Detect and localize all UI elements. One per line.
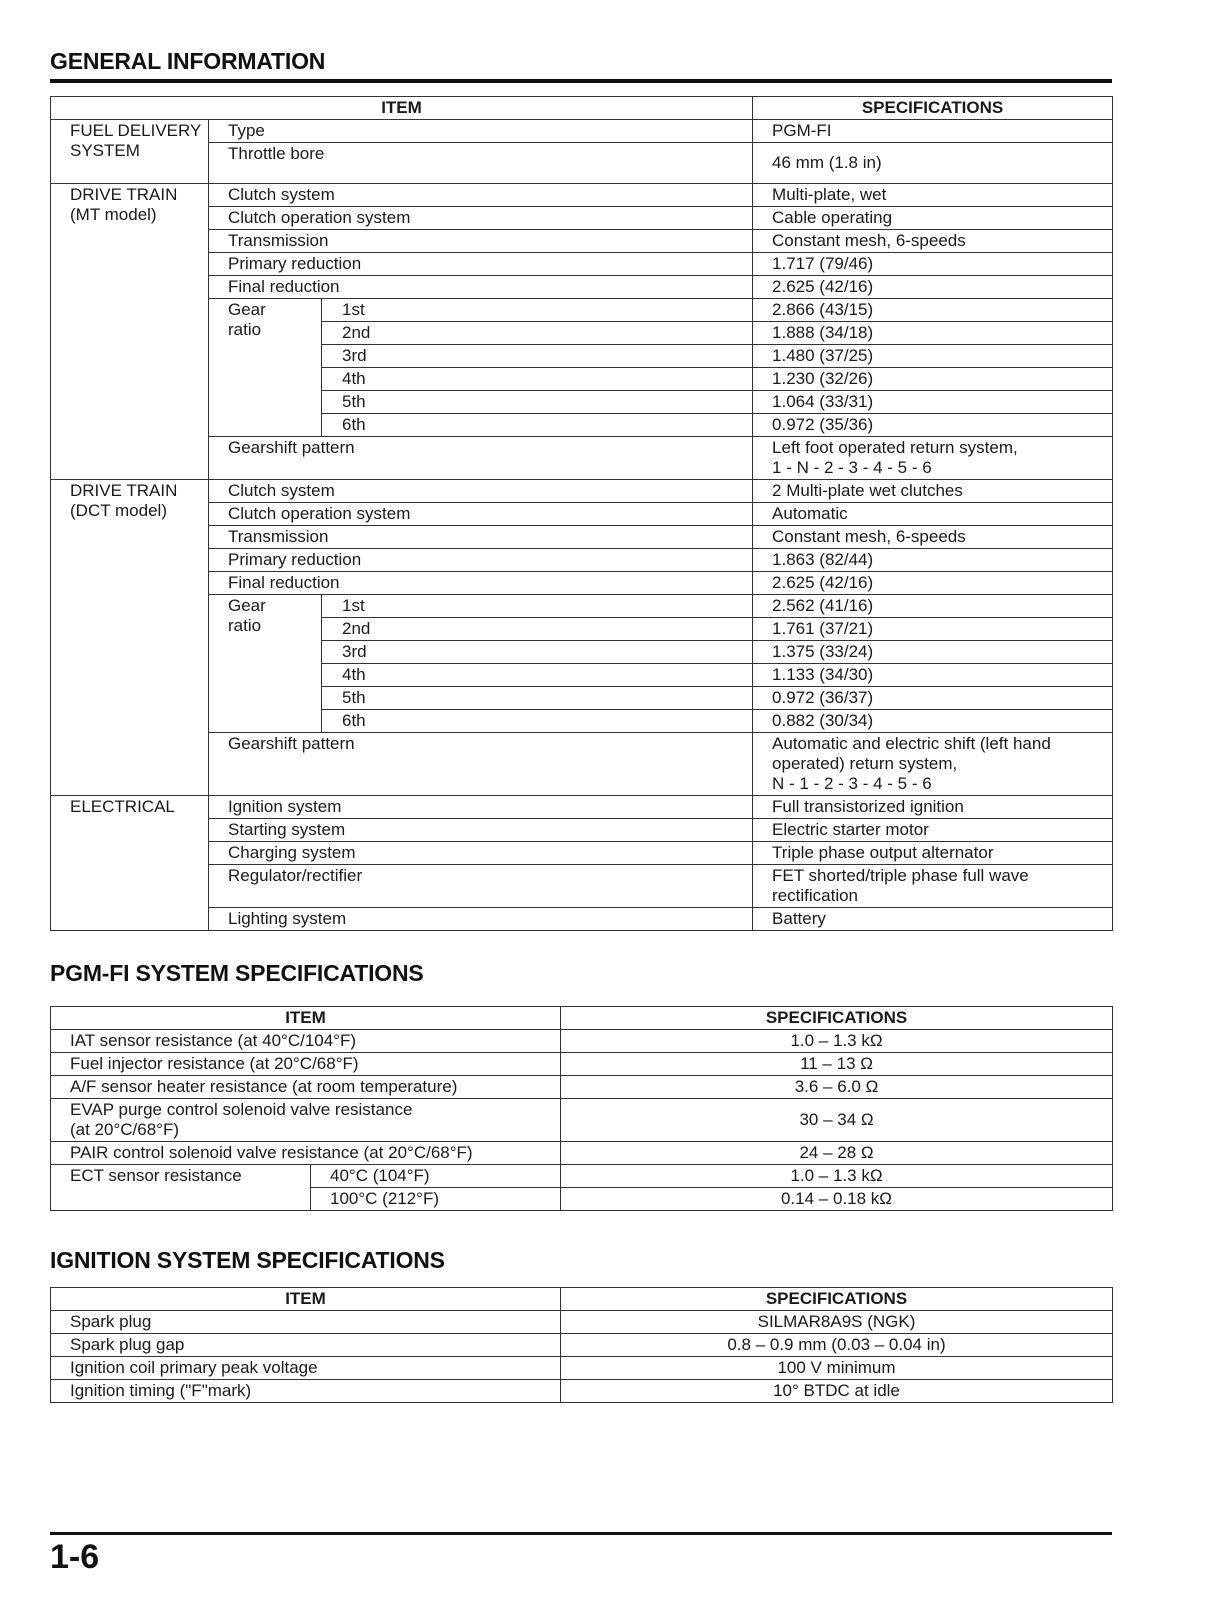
header-item: ITEM bbox=[51, 1007, 561, 1030]
item-cell: Throttle bore bbox=[209, 143, 753, 184]
ect-label: ECT sensor resistance bbox=[51, 1165, 311, 1211]
ect-temp-cell: 40°C (104°F) bbox=[311, 1165, 561, 1188]
table-row bbox=[51, 526, 1113, 549]
item-cell: Spark plug bbox=[51, 1311, 561, 1334]
pgm-fi-title: PGM-FI SYSTEM SPECIFICATIONS bbox=[50, 960, 424, 986]
spec-cell: SILMAR8A9S (NGK) bbox=[561, 1311, 1113, 1334]
table-header-row bbox=[51, 97, 1113, 120]
spec-cell: 2.625 (42/16) bbox=[753, 276, 1113, 299]
gear-cell: 3rd bbox=[322, 345, 753, 368]
gear-cell: 2nd bbox=[322, 618, 753, 641]
group-drive-train-mt: DRIVE TRAIN (MT model) bbox=[51, 184, 209, 480]
item-cell: PAIR control solenoid valve resistance (at 20°C/68°F) bbox=[51, 1142, 561, 1165]
item-cell: EVAP purge control solenoid valve resistance (at 20°C/68°F) bbox=[51, 1099, 561, 1142]
header-specifications: SPECIFICATIONS bbox=[561, 1288, 1113, 1311]
spec-cell: Constant mesh, 6-speeds bbox=[753, 526, 1113, 549]
spec-cell: 1.761 (37/21) bbox=[753, 618, 1113, 641]
item-cell: Gearshift pattern bbox=[209, 733, 753, 796]
table-row bbox=[51, 733, 1113, 796]
table-row bbox=[51, 120, 1113, 143]
item-cell: Primary reduction bbox=[209, 549, 753, 572]
header-item: ITEM bbox=[51, 97, 753, 120]
spec-cell: 3.6 – 6.0 Ω bbox=[561, 1076, 1113, 1099]
item-cell: Primary reduction bbox=[209, 253, 753, 276]
item-cell: Clutch system bbox=[209, 184, 753, 207]
table-header-row bbox=[51, 1288, 1113, 1311]
table-row bbox=[51, 572, 1113, 595]
table-row bbox=[51, 276, 1113, 299]
spec-cell: 0.882 (30/34) bbox=[753, 710, 1113, 733]
spec-cell: 30 – 34 Ω bbox=[561, 1099, 1113, 1142]
spec-cell: Battery bbox=[753, 908, 1113, 931]
item-cell: Ignition system bbox=[209, 796, 753, 819]
item-cell: Final reduction bbox=[209, 572, 753, 595]
item-cell: Ignition coil primary peak voltage bbox=[51, 1357, 561, 1380]
item-cell: Clutch operation system bbox=[209, 503, 753, 526]
gear-cell: 3rd bbox=[322, 641, 753, 664]
top-rule bbox=[50, 79, 1112, 83]
item-cell: Gearshift pattern bbox=[209, 437, 753, 480]
item-cell: Clutch operation system bbox=[209, 207, 753, 230]
spec-cell: 1.863 (82/44) bbox=[753, 549, 1113, 572]
spec-cell: 1.480 (37/25) bbox=[753, 345, 1113, 368]
table-row bbox=[51, 908, 1113, 931]
item-cell: Transmission bbox=[209, 230, 753, 253]
spec-cell: Automatic bbox=[753, 503, 1113, 526]
item-cell: Type bbox=[209, 120, 753, 143]
gear-cell: 1st bbox=[322, 299, 753, 322]
pgm-fi-table bbox=[50, 1006, 1113, 1211]
item-cell: Fuel injector resistance (at 20°C/68°F) bbox=[51, 1053, 561, 1076]
spec-cell: 1.064 (33/31) bbox=[753, 391, 1113, 414]
group-fuel-delivery: FUEL DELIVERY SYSTEM bbox=[51, 120, 209, 184]
spec-cell: 2.625 (42/16) bbox=[753, 572, 1113, 595]
table-row bbox=[51, 1311, 1113, 1334]
gear-cell: 4th bbox=[322, 664, 753, 687]
gear-cell: 2nd bbox=[322, 322, 753, 345]
spec-cell: 0.8 – 0.9 mm (0.03 – 0.04 in) bbox=[561, 1334, 1113, 1357]
table-row bbox=[51, 819, 1113, 842]
table-row bbox=[51, 207, 1113, 230]
general-information-title: GENERAL INFORMATION bbox=[50, 48, 326, 74]
table-row bbox=[51, 253, 1113, 276]
gear-cell: 4th bbox=[322, 368, 753, 391]
table-row bbox=[51, 1053, 1113, 1076]
table-row bbox=[51, 184, 1113, 207]
table-row bbox=[51, 1030, 1113, 1053]
ignition-title: IGNITION SYSTEM SPECIFICATIONS bbox=[50, 1247, 445, 1273]
table-row bbox=[51, 1142, 1113, 1165]
item-cell: Final reduction bbox=[209, 276, 753, 299]
page-number: 1-6 bbox=[50, 1538, 100, 1576]
gear-ratio-label: Gear ratio bbox=[209, 595, 322, 733]
table-row bbox=[51, 437, 1113, 480]
gear-cell: 5th bbox=[322, 687, 753, 710]
table-row bbox=[51, 1099, 1113, 1142]
general-information-table bbox=[50, 96, 1113, 931]
spec-cell: 2 Multi-plate wet clutches bbox=[753, 480, 1113, 503]
spec-cell: Automatic and electric shift (left hand operated) return system, N - 1 - 2 - 3 - 4 - 5 - 6 bbox=[753, 733, 1113, 796]
item-cell: Regulator/rectifier bbox=[209, 865, 753, 908]
spec-cell: Left foot operated return system, 1 - N - 2 - 3 - 4 - 5 - 6 bbox=[753, 437, 1113, 480]
header-specifications: SPECIFICATIONS bbox=[561, 1007, 1113, 1030]
table-row bbox=[51, 299, 1113, 322]
table-row bbox=[51, 796, 1113, 819]
spec-cell: 11 – 13 Ω bbox=[561, 1053, 1113, 1076]
table-row bbox=[51, 1334, 1113, 1357]
spec-cell: Triple phase output alternator bbox=[753, 842, 1113, 865]
group-electrical: ELECTRICAL bbox=[51, 796, 209, 931]
bottom-rule bbox=[50, 1532, 1112, 1535]
spec-cell: 0.972 (35/36) bbox=[753, 414, 1113, 437]
spec-cell: Multi-plate, wet bbox=[753, 184, 1113, 207]
gear-cell: 6th bbox=[322, 710, 753, 733]
spec-cell: 1.133 (34/30) bbox=[753, 664, 1113, 687]
spec-cell: 24 – 28 Ω bbox=[561, 1142, 1113, 1165]
gear-cell: 6th bbox=[322, 414, 753, 437]
spec-cell: 2.866 (43/15) bbox=[753, 299, 1113, 322]
item-cell: Clutch system bbox=[209, 480, 753, 503]
spec-cell: Cable operating bbox=[753, 207, 1113, 230]
table-header-row bbox=[51, 1007, 1113, 1030]
spec-cell: Full transistorized ignition bbox=[753, 796, 1113, 819]
table-row bbox=[51, 503, 1113, 526]
item-cell: A/F sensor heater resistance (at room temperature) bbox=[51, 1076, 561, 1099]
item-cell: Lighting system bbox=[209, 908, 753, 931]
spec-cell: 1.888 (34/18) bbox=[753, 322, 1113, 345]
item-cell: Spark plug gap bbox=[51, 1334, 561, 1357]
ignition-table bbox=[50, 1287, 1113, 1403]
table-row bbox=[51, 1076, 1113, 1099]
gear-cell: 1st bbox=[322, 595, 753, 618]
ect-temp-cell: 100°C (212°F) bbox=[311, 1188, 561, 1211]
item-cell: Starting system bbox=[209, 819, 753, 842]
table-row bbox=[51, 1380, 1113, 1403]
spec-cell: 1.230 (32/26) bbox=[753, 368, 1113, 391]
spec-cell: 46 mm (1.8 in) bbox=[753, 143, 1113, 184]
spec-cell: Electric starter motor bbox=[753, 819, 1113, 842]
spec-cell: 1.375 (33/24) bbox=[753, 641, 1113, 664]
item-cell: IAT sensor resistance (at 40°C/104°F) bbox=[51, 1030, 561, 1053]
item-cell: Transmission bbox=[209, 526, 753, 549]
table-row bbox=[51, 842, 1113, 865]
table-row bbox=[51, 595, 1113, 618]
spec-cell: 2.562 (41/16) bbox=[753, 595, 1113, 618]
spec-cell: 1.0 – 1.3 kΩ bbox=[561, 1030, 1113, 1053]
table-row bbox=[51, 143, 1113, 184]
spec-cell: 10° BTDC at idle bbox=[561, 1380, 1113, 1403]
spec-cell: 100 V minimum bbox=[561, 1357, 1113, 1380]
spec-cell: 1.717 (79/46) bbox=[753, 253, 1113, 276]
table-row bbox=[51, 865, 1113, 908]
table-row bbox=[51, 1357, 1113, 1380]
item-cell: Ignition timing ("F"mark) bbox=[51, 1380, 561, 1403]
gear-ratio-label: Gear ratio bbox=[209, 299, 322, 437]
gear-cell: 5th bbox=[322, 391, 753, 414]
table-row bbox=[51, 1165, 1113, 1188]
header-item: ITEM bbox=[51, 1288, 561, 1311]
spec-cell: 0.14 – 0.18 kΩ bbox=[561, 1188, 1113, 1211]
group-drive-train-dct: DRIVE TRAIN (DCT model) bbox=[51, 480, 209, 796]
spec-cell: 0.972 (36/37) bbox=[753, 687, 1113, 710]
table-row bbox=[51, 230, 1113, 253]
header-specifications: SPECIFICATIONS bbox=[753, 97, 1113, 120]
item-cell: Charging system bbox=[209, 842, 753, 865]
spec-cell: PGM-FI bbox=[753, 120, 1113, 143]
table-row bbox=[51, 549, 1113, 572]
spec-cell: 1.0 – 1.3 kΩ bbox=[561, 1165, 1113, 1188]
spec-cell: Constant mesh, 6-speeds bbox=[753, 230, 1113, 253]
table-row bbox=[51, 480, 1113, 503]
spec-cell: FET shorted/triple phase full wave rectification bbox=[753, 865, 1113, 908]
